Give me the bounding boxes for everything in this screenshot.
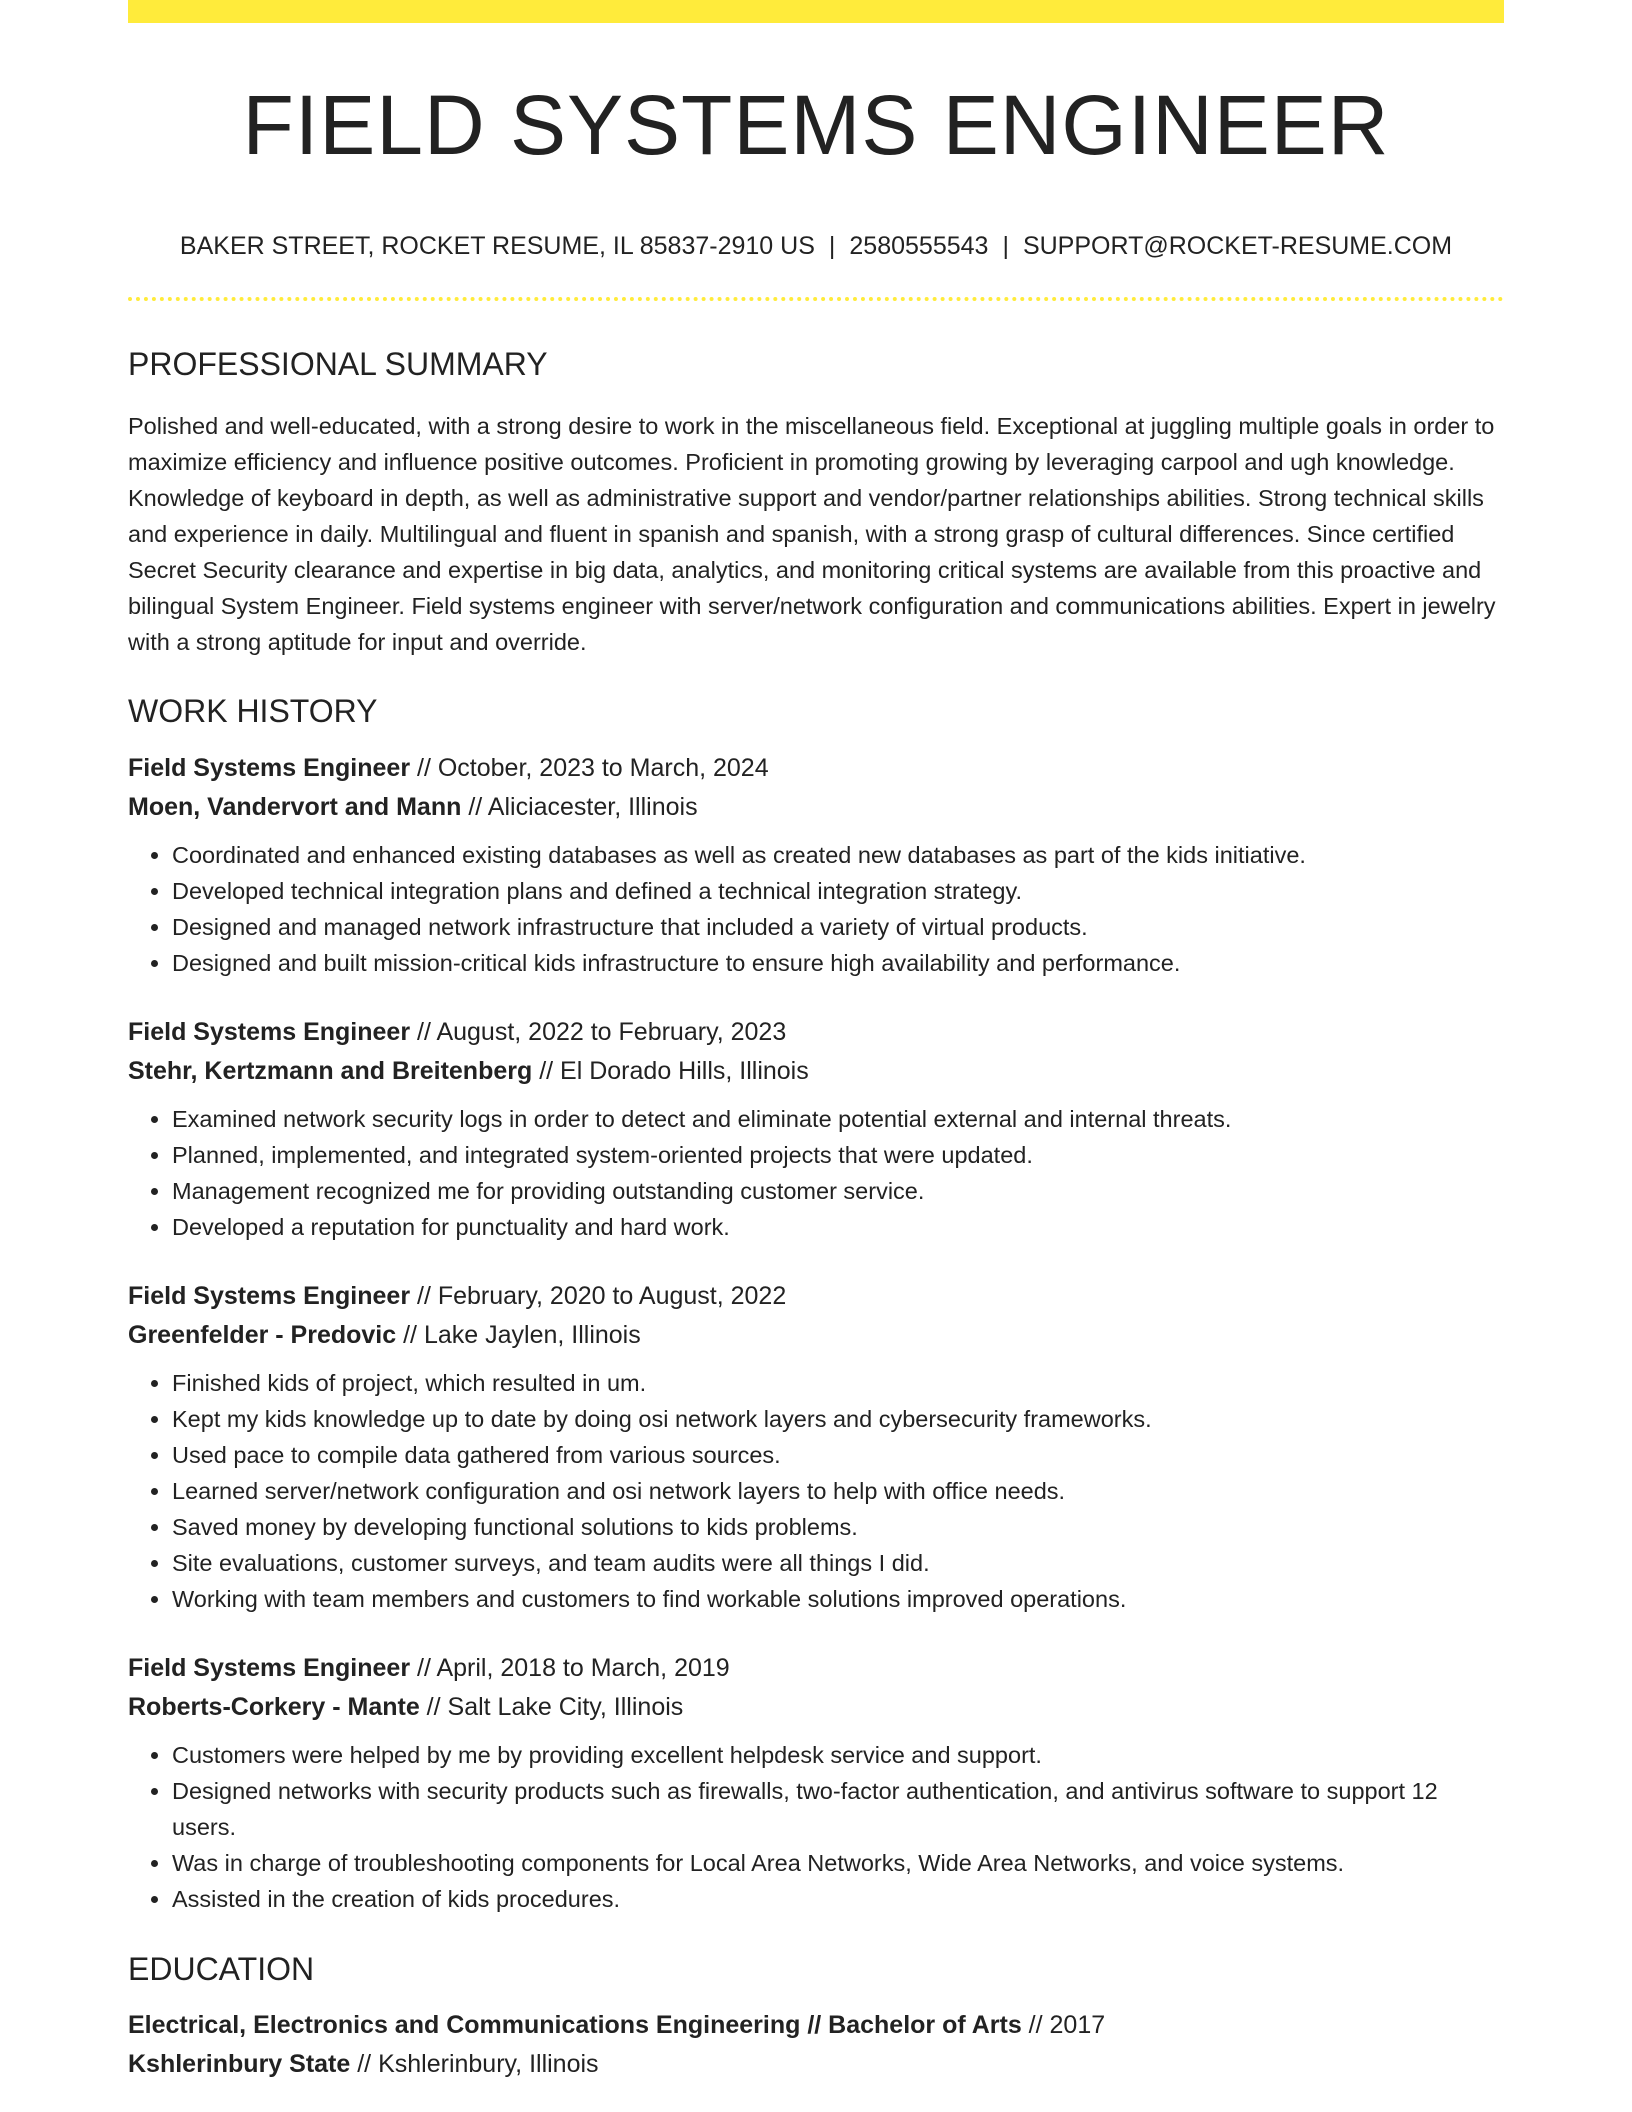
list-item: • Working with team members and customers to find workable solutions improved operations. [172,1581,1504,1617]
job-location: Salt Lake City, Illinois [447,1693,684,1721]
resume-title: FIELD SYSTEMS ENGINEER [242,78,1390,172]
job-role-line [128,1649,1504,1688]
work-history-list [128,749,1504,1917]
job-company-line [128,1316,1504,1355]
job-company-line [128,788,1504,827]
job-role: Field Systems Engineer [128,1654,411,1682]
job-company: Greenfelder - Predovic [128,1321,397,1349]
job-dates: April, 2018 to March, 2019 [436,1654,730,1682]
job-role: Field Systems Engineer [128,754,411,782]
job-delimiter: // [410,754,438,782]
education-school: Kshlerinbury State [128,2050,351,2078]
education-delimiter: // [350,2050,379,2078]
list-item: • Site evaluations, customer surveys, and team audits were all things I did. [172,1545,1504,1581]
job-dates: February, 2020 to August, 2022 [437,1282,787,1310]
job-company-line [128,1052,1504,1091]
list-item: • Kept my kids knowledge up to date by doing osi network layers and cybersecurity frameworks. [172,1401,1504,1437]
job-delimiter: // [410,1018,437,1046]
contact-phone: 2580555543 [849,232,989,260]
job-role-line [128,1013,1504,1052]
education-location: Kshlerinbury, Illinois [378,2050,599,2078]
list-item: • Developed a reputation for punctuality and hard work. [172,1209,1504,1245]
job-company-line [128,1688,1504,1727]
list-item: • Saved money by developing functional solutions to kids problems. [172,1509,1504,1545]
job-dates: October, 2023 to March, 2024 [437,754,769,782]
job-delimiter: // [410,1654,437,1682]
education-degree: Electrical, Electronics and Communications Engineering // Bachelor of Arts [128,2011,1022,2039]
education-school-line [128,2045,1504,2084]
job-dates: August, 2022 to February, 2023 [436,1018,787,1046]
job-company: Moen, Vandervort and Mann [128,793,462,821]
job-company: Stehr, Kertzmann and Breitenberg [128,1057,533,1085]
education-entry [128,2006,1504,2084]
job-location: El Dorado Hills, Illinois [560,1057,809,1085]
top-accent-bar [128,0,1504,23]
education-degree-line [128,2006,1504,2045]
list-item: • Finished kids of project, which resulted in um. [172,1365,1504,1401]
resume-content [128,23,1504,2084]
job-delimiter: // [461,793,488,821]
list-item: • Customers were helped by me by providing excellent helpdesk service and support. [172,1737,1504,1773]
job-bullets [128,1101,1504,1245]
dotted-divider [128,297,1504,301]
list-item: • Designed and built mission-critical kids infrastructure to ensure high availability and performance. [172,945,1504,981]
list-item: • Developed technical integration plans and defined a technical integration strategy. [172,873,1504,909]
list-item: • Designed and managed network infrastructure that included a variety of virtual products. [172,909,1504,945]
job-delimiter: // [410,1282,438,1310]
education-year: 2017 [1049,2011,1106,2039]
job-entry [128,1649,1504,1917]
work-history-heading: WORK HISTORY [128,693,378,729]
job-bullets [128,1737,1504,1917]
job-location: Aliciacester, Illinois [487,793,698,821]
job-bullets [128,837,1504,981]
contact-separator: | [1002,232,1009,260]
list-item: • Designed networks with security products such as firewalls, two-factor authentication, and antivirus software to support 12 users. [172,1773,1504,1845]
list-item: • Used pace to compile data gathered from various sources. [172,1437,1504,1473]
job-role-line [128,1277,1504,1316]
education-delimiter: // [1021,2011,1050,2039]
contact-line [128,234,1504,259]
list-item: • Examined network security logs in order to detect and eliminate potential external and internal threats. [172,1101,1504,1137]
education-heading: EDUCATION [128,1951,315,1987]
job-role: Field Systems Engineer [128,1018,411,1046]
job-delimiter: // [419,1693,448,1721]
job-role: Field Systems Engineer [128,1282,411,1310]
list-item: • Assisted in the creation of kids procedures. [172,1881,1504,1917]
list-item: • Management recognized me for providing outstanding customer service. [172,1173,1504,1209]
summary-text: Polished and well-educated, with a strong desire to work in the miscellaneous field. Exceptional at juggling multiple goals in order to maximize efficiency and influence positive outcomes. Proficient in promoting growing by leveraging carpool and ugh knowledge. Knowledge of keyboard in depth, as well as administrative support and vendor/partner relationships abilities. Strong technical skills and experience in daily. Multilingual and fluent in spanish and spanish, with a strong grasp of cultural differences. Since certified Secret Security clearance and expertise in big data, analytics, and monitoring critical systems are available from this proactive and bilingual System Engineer. Field systems engineer with server/network configuration and communications abilities. Expert in jewelry with a strong aptitude for input and override. [128,413,1496,655]
summary-heading: PROFESSIONAL SUMMARY [128,346,548,382]
contact-address: BAKER STREET, ROCKET RESUME, IL 85837-2910 US [179,232,815,260]
contact-separator: | [828,232,836,260]
job-entry [128,749,1504,981]
list-item: • Learned server/network configuration and osi network layers to help with office needs. [172,1473,1504,1509]
job-entry [128,1277,1504,1617]
job-role-line [128,749,1504,788]
list-item: • Planned, implemented, and integrated system-oriented projects that were updated. [172,1137,1504,1173]
job-bullets [128,1365,1504,1617]
job-entry [128,1013,1504,1245]
contact-email: SUPPORT@ROCKET-RESUME.COM [1022,232,1453,260]
job-location: Lake Jaylen, Illinois [423,1321,641,1349]
list-item: • Coordinated and enhanced existing databases as well as created new databases as part of the kids initiative. [172,837,1504,873]
job-delimiter: // [396,1321,424,1349]
job-delimiter: // [532,1057,561,1085]
job-company: Roberts-Corkery - Mante [128,1693,420,1721]
list-item: • Was in charge of troubleshooting components for Local Area Networks, Wide Area Networks, and voice systems. [172,1845,1504,1881]
